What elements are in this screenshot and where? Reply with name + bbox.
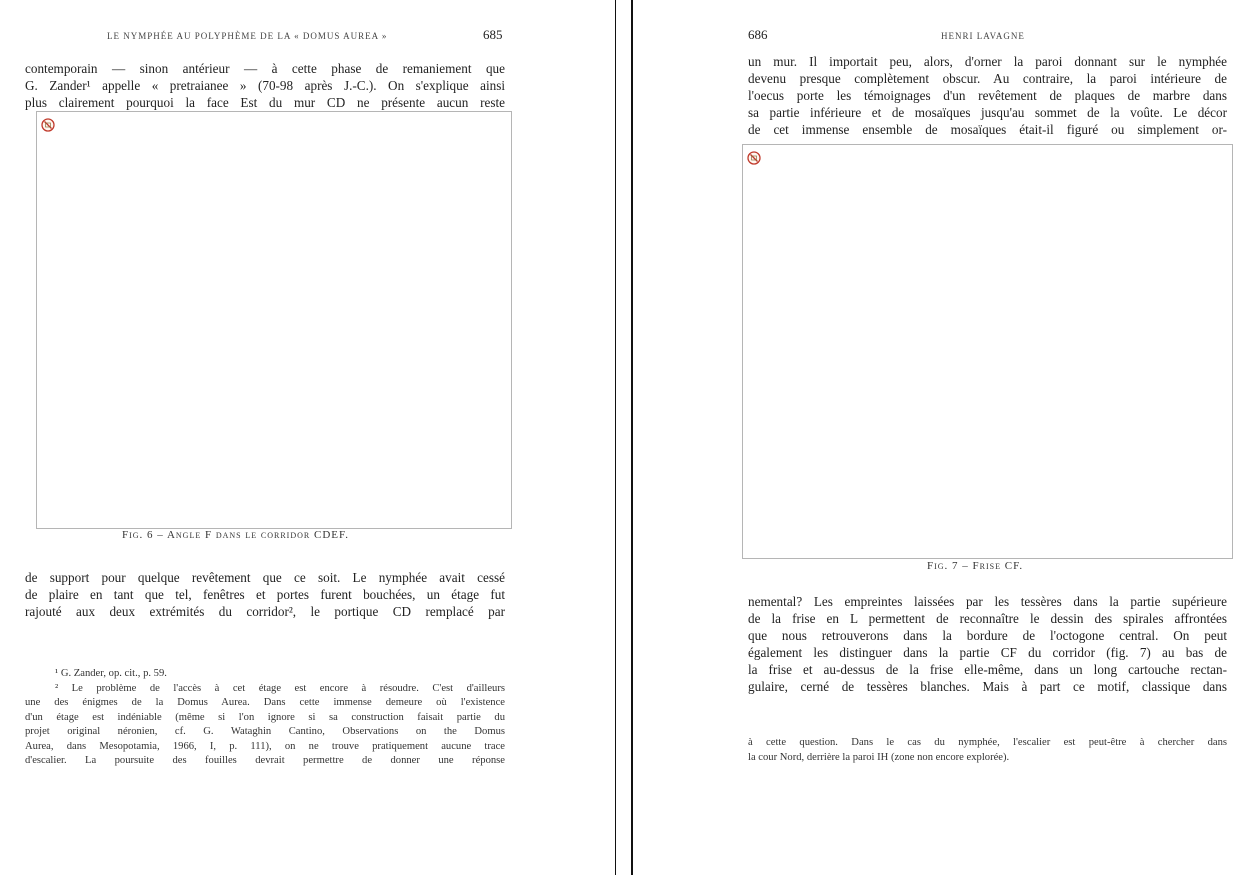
broken-image-icon: [41, 118, 55, 132]
footnotes-left: [25, 667, 505, 769]
footnote-line: projet original néronien, cf. G. Wataghin Cantino, Observations on the Domus: [25, 726, 505, 737]
body-text-top-right: [748, 53, 1227, 138]
figure-7-image: [742, 144, 1233, 559]
footnote-line: d'un étage est indéniable (même si l'on ignore si sa construction faisait partie du: [25, 711, 505, 723]
text-line: gulaire, cerné de tessères blanches. Mais à part ce motif, classique dans: [748, 679, 1227, 694]
footnote-line: ² Le problème de l'accès à cet étage est encore à résoudre. C'est d'ailleurs: [55, 682, 505, 694]
text-line: la frise et au-dessus de la frise elle-même, dans un long cartouche rectan-: [748, 662, 1227, 677]
footnote-line: une des énigmes de la Domus Aurea. Dans cette immense demeure où l'existence: [25, 697, 505, 708]
text-line: devenu presque complètement obscur. Au contraire, la paroi intérieure de: [748, 71, 1227, 86]
footnote-line: à cette question. Dans le cas du nymphée, l'escalier est peut-être à chercher dans: [748, 737, 1227, 748]
figure-6-caption: Fig. 6 – Angle F dans le corridor CDEF.: [122, 529, 349, 541]
running-head-right: HENRI LAVAGNE: [941, 31, 1025, 41]
text-line: de la frise en L permettent de reconnaître le dessin des spirales affrontées: [748, 611, 1227, 626]
left-page: [0, 0, 615, 875]
text-line: nemental? Les empreintes laissées par les tessères dans la partie supérieure: [748, 594, 1227, 609]
footnote-line: ¹ G. Zander, op. cit., p. 59.: [55, 668, 167, 679]
text-line: l'oecus porte les témoignages d'un revêtement de plaques de marbre dans: [748, 88, 1227, 103]
page-number-left: 685: [483, 27, 503, 42]
text-line: un mur. Il importait peu, alors, d'orner la paroi donnant sur le nymphée: [748, 54, 1227, 69]
body-text-bottom-right: [748, 593, 1227, 695]
figure-6-image: [36, 111, 512, 529]
body-text-top-left: [25, 60, 505, 111]
text-line: sa partie inférieure et de mosaïques jusqu'au sommet de la voûte. Le décor: [748, 105, 1227, 120]
footnote-line: d'escalier. La poursuite des fouilles devrait permettre de donner une réponse: [25, 755, 505, 766]
footnote-line: Aurea, dans Mesopotamia, 1966, I, p. 111), on ne trouve pratiquement aucune trace: [25, 740, 505, 752]
broken-image-icon: [747, 151, 761, 165]
text-line: également les distinguer dans la partie CF du corridor (fig. 7) au bas de: [748, 645, 1227, 660]
footnotes-right: [748, 736, 1227, 765]
text-line: contemporain — sinon antérieur — à cette phase de remaniement que: [25, 61, 505, 76]
footnote-line: la cour Nord, derrière la paroi IH (zone non encore explorée).: [748, 751, 1010, 763]
text-line: G. Zander¹ appelle « pretraianee » (70-98 après J.-C.). On s'explique ainsi: [25, 78, 505, 93]
body-text-bottom-left: [25, 569, 505, 620]
text-line: rajouté aux deux extrémités du corridor², le portique CD remplacé par: [25, 604, 505, 619]
text-line: plus clairement pourquoi la face Est du mur CD ne présente aucun reste: [25, 95, 505, 110]
text-line: que nous retrouverons dans la bordure de l'octogone central. On peut: [748, 628, 1227, 643]
text-line: de cet immense ensemble de mosaïques était-il figuré ou simplement or-: [748, 122, 1227, 137]
right-page: [633, 0, 1259, 875]
running-head-left: LE NYMPHÉE AU POLYPHÈME DE LA « DOMUS AUREA »: [107, 31, 388, 41]
text-line: de plaire en tant que tel, fenêtres et portes furent bouchées, un étage fut: [25, 587, 505, 602]
page-number-right: 686: [748, 27, 768, 42]
figure-7-caption: Fig. 7 – Frise CF.: [927, 560, 1024, 572]
text-line: de support pour quelque revêtement que ce soit. Le nymphée avait cessé: [25, 570, 505, 585]
